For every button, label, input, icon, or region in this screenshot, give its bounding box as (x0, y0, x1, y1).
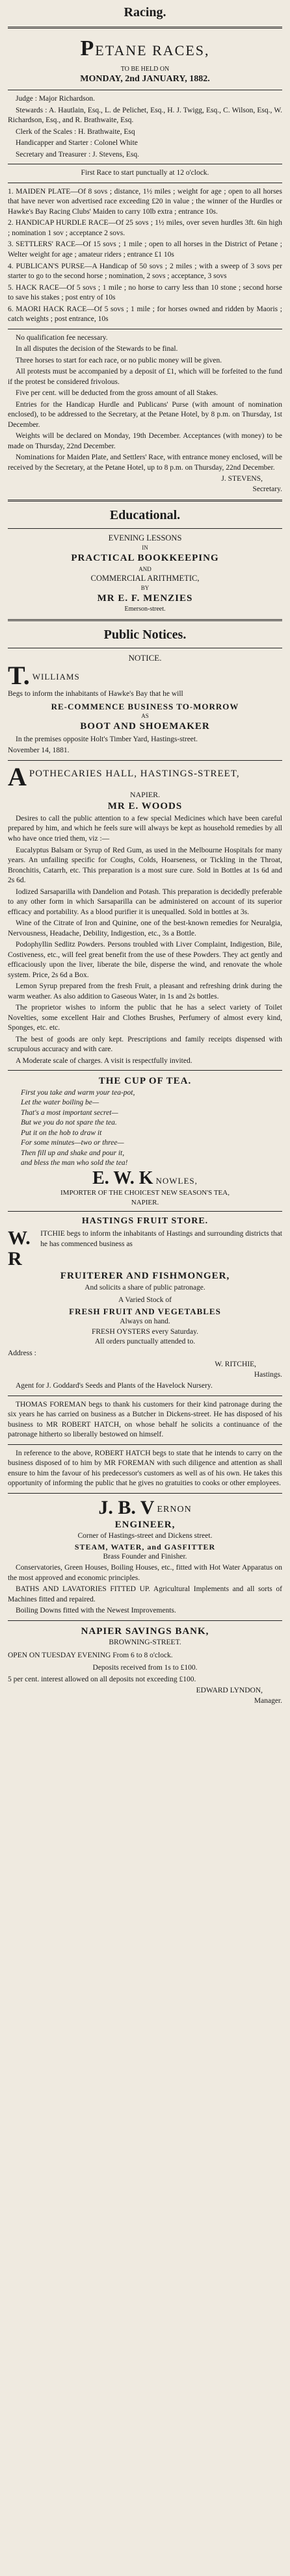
secretary-signature: J. STEVENS, (221, 475, 263, 483)
secretary-title: Secretary. (252, 485, 282, 493)
vernon-brass: Brass Founder and Finisher. (103, 1552, 187, 1561)
vernon-para: BATHS AND LAVATORIES FITTED UP. Agricultural Implements and all sorts of Machines fitted and repaired. (8, 1585, 282, 1603)
vernon-steam: STEAM, WATER, and GASFITTER (74, 1542, 216, 1551)
apothecaries-para: Lemon Syrup prepared from the fresh Fruit, a pleasant and refreshing drink during the warm weather. As also addition to Gaseous Water, in 1s and 2s bottles. (8, 982, 282, 1001)
williams-cap: T. (8, 661, 30, 691)
to-be-held: TO BE HELD ON (120, 65, 170, 73)
apothecaries-para: A Moderate scale of charges. A visit is respectfully invited. (16, 1056, 192, 1065)
ritchie-text: ITCHIE begs to inform the inhabitants of Hastings and surrounding districts that he has commenced business as (40, 1230, 282, 1248)
official-line: Secretary and Treasurer : J. Stevens, Esq. (16, 150, 140, 159)
divider (8, 528, 282, 529)
rule-item: Nominations for Maiden Plate, and Settlers' Race, with entrance money enclosed, will be received by the Secretary, at the Petane Hotel, up to 8 p.m. on Thursday, 22nd December. (8, 453, 282, 472)
teacher-address: Emerson-street. (124, 606, 166, 613)
savings-interest: 5 per cent. interest allowed on all deposits not exceeding £100. (8, 1675, 196, 1683)
williams-date: November 14, 1881. (8, 746, 70, 755)
savings-street: BROWNING-STREET. (109, 1639, 181, 1647)
race-rules (8, 333, 282, 474)
title-cap: P (80, 36, 96, 60)
in-word: IN (142, 544, 148, 552)
apothecaries-para: Iodized Sarsaparilla with Dandelion and Potash. This preparation is decidedly preferable to any other form in which Sarsaparilla can be administered on account of its superior efficacy and portability. As a blood purifier it is unequalled. Sold in bottles at 3s. (8, 887, 282, 916)
stock-orders: All orders punctually attended to. (94, 1338, 196, 1346)
divider (8, 1620, 282, 1621)
divider (8, 1444, 282, 1445)
apothecaries-header (8, 761, 282, 791)
apothecaries-para: Desires to call the public attention to a few special Medicines which have been careful prepared by him, and which he feels sure will always be kept as household remedies by all who have once tried them, viz :— (8, 814, 282, 843)
vernon-address: Corner of Hastings-street and Dickens street. (77, 1532, 213, 1540)
official-line: Clerk of the Scales : H. Brathwaite, Esq (16, 127, 135, 136)
apothecaries-para: Wine of the Citrate of Iron and Quinine, one of the best-known remedies for Neuralgia, Nervousness, Headache, Debility, Indigestion, etc., 3s a Bottle. (8, 919, 282, 937)
petane-races-title (8, 34, 282, 64)
williams-name: WILLIAMS (32, 672, 80, 682)
divider (8, 27, 282, 29)
apothecaries-body (8, 814, 282, 1066)
williams-notice: NOTICE. (128, 652, 162, 663)
williams-header (8, 661, 282, 691)
race-date: MONDAY, 2nd JANUARY, 1882. (80, 74, 210, 84)
stock-fresh: FRESH FRUIT AND VEGETABLES (69, 1306, 221, 1316)
divider (8, 1070, 282, 1071)
apothecaries-para: Podophyllin Sedlitz Powders. Persons troubled with Liver Complaint, Indigestion, Bile, Costiveness, etc., will feel great benefit from the use of these Powders. They act gently and efficaciously upon the liver, liberate the bile, disperse the wind, and renovate the whole system. Price, 2s 6d a Box. (8, 941, 282, 979)
rule-item: No qualification fee necessary. (16, 333, 108, 342)
apothecaries-para: The best of goods are only kept. Prescriptions and family receipts dispensed with scrupulous accuracy and with care. (8, 1035, 282, 1054)
first-race-note: First Race to start punctually at 12 o'clock. (81, 169, 209, 177)
apothecaries-title: POTHECARIES HALL, HASTINGS-STREET, (29, 768, 240, 779)
divider (8, 760, 282, 761)
ritchie-lead (8, 1228, 282, 1269)
savings-deposits: Deposits received from 1s to £100. (92, 1664, 198, 1672)
rule-item: Three horses to start for each race, or no public money will be given. (16, 356, 222, 364)
savings-title: NAPIER SAVINGS BANK, (81, 1626, 209, 1637)
apothecaries-name: MR E. WOODS (107, 800, 183, 811)
knowles-place: NAPIER. (131, 1198, 159, 1206)
savings-open: OPEN ON TUESDAY EVENING From 6 to 8 o'clock. (8, 1651, 173, 1659)
race-item: 4. PUBLICAN'S PURSE—A Handicap of 50 sovs ; 2 miles ; with a sweep of 3 sovs per starter to go to the second horse ; nomination, 2 sovs ; acceptance, 3 sovs (8, 262, 282, 281)
williams-premises: In the premises opposite Holt's Timber Yard, Hastings-street. (16, 735, 198, 743)
ritchie-solicit: And solicits a share of public patronage. (85, 1283, 205, 1292)
poem-line: Then fill up and shake and pour it, (21, 1149, 125, 1157)
poem-line: First you take and warm your tea-pot, (21, 1088, 135, 1097)
fruit-store-title: HASTINGS FRUIT STORE. (81, 1216, 209, 1227)
apothecaries-cap: A (8, 761, 27, 791)
knowles-name: NOWLES, (155, 1175, 198, 1186)
divider (8, 1211, 282, 1212)
stock-always: Always on hand. (120, 1318, 170, 1326)
ritchie-cap: W. R (8, 1227, 31, 1270)
williams-text: Begs to inform the inhabitants of Hawke's Bay that he will (8, 690, 183, 698)
vernon-cap: J. B. V (98, 1496, 155, 1518)
savings-sign-title: Manager. (254, 1696, 282, 1705)
divider (8, 500, 282, 502)
race-item: 1. MAIDEN PLATE—Of 8 sovs ; distance, 1½ miles ; weight for age ; open to all horses that have never won advertised race exceeding £20 in value ; the winner of the Hurdles or Hawke's Bay Racing Clubs' Maiden to carry 10lb extra ; entrance 10s. (8, 187, 282, 216)
ritchie-address-label: Address : (8, 1349, 36, 1357)
apothecaries-para: Eucalyptus Balsam or Syrup of Red Gum, as used in the Melbourne Hospitals for many years. An unfailing specific for Coughs, Colds, Hoarseness, or Tickling in the Throat, Bronchitis, Catarrh, etc. This preparation is a most sure cure. Sold in Bottles at 1s 6d and 2s 6d. (8, 846, 282, 885)
official-line: Judge : Major Richardson. (16, 95, 96, 103)
rule-item: Weights will be declared on Monday, 19th December. Acceptances (with money) to be made on Thursday, 22nd December. (8, 432, 282, 450)
race-item: 6. MAORI HACK RACE—Of 5 sovs ; 1 mile ; for horses owned and ridden by Maoris ; catch weights ; post entrance, 10s (8, 305, 282, 324)
rule-item: Five per cent. will be deducted from the gross amount of all Stakes. (16, 389, 218, 398)
apothecaries-para: The proprietor wishes to inform the public that he has a select variety of Toilet Novelties, some excellent Hair and Clothes Brushes, Perfumery of almost every kind, Sponges, etc. etc. (8, 1004, 282, 1032)
race-list (8, 187, 282, 325)
title-rest: ETANE RACES, (95, 42, 210, 58)
teacher-name: MR E. F. MENZIES (97, 593, 193, 604)
public-notices-heading: Public Notices. (103, 627, 187, 642)
apothecaries-place: NAPIER. (129, 789, 161, 799)
rule-item: All protests must be accompanied by a deposit of £1, which will be forfeited to the fund if the protest be considered frivolous. (8, 368, 282, 386)
race-item: 3. SETTLERS' RACE—Of 15 sovs ; 1 mile ; open to all horses in the District of Petane ; Welter weight for age ; amateur riders ; entrance £1 10s (8, 240, 282, 259)
evening-lessons: EVENING LESSONS (108, 533, 182, 543)
vernon-name: ERNON (157, 1504, 192, 1514)
poem-line: Let the water boiling be— (21, 1099, 99, 1107)
savings-signature: EDWARD LYNDON, (196, 1687, 263, 1695)
ritchie-agent: Agent for J. Goddard's Seeds and Plants of the Havelock Nursery. (16, 1382, 213, 1390)
poem-line: and bless the man who sold the tea! (21, 1159, 128, 1167)
racing-heading: Racing. (124, 5, 166, 19)
knowles-importer: IMPORTER OF THE CHOICEST NEW SEASON'S TEA, (60, 1188, 230, 1197)
poem-line: That's a most important secret— (21, 1108, 118, 1117)
stock-head: A Varied Stock of (118, 1296, 172, 1305)
commercial-arithmetic: COMMERCIAL ARITHMETIC, (90, 573, 200, 583)
stock-oysters: FRESH OYSTERS every Saturday. (91, 1327, 199, 1336)
hatch-para: In reference to the above, ROBERT HATCH begs to state that he intends to carry on the business disposed of to him by MR FOREMAN with such diligence and attention as shall ensure to him the favour of his predecessor's customers as well as of his own. He takes this opportunity of informing the public that he gives no gratuities to cooks or other employees. (8, 1449, 282, 1488)
tea-title: THE CUP OF TEA. (98, 1076, 192, 1087)
ritchie-trade: FRUITERER AND FISHMONGER, (60, 1271, 230, 1282)
rule-item: In all disputes the decision of the Stewards to be final. (16, 345, 178, 353)
poem-line: For some minutes—two or three— (21, 1139, 124, 1147)
ritchie-signature: W. RITCHIE, (215, 1360, 256, 1369)
race-officials (8, 94, 282, 160)
vernon-para: Boiling Downs fitted with the Newest Improvements. (16, 1607, 176, 1615)
williams-trade: BOOT AND SHOEMAKER (80, 721, 210, 732)
divider (8, 619, 282, 621)
official-line: Stewards : A. Hautlain, Esq., L. de Pelichet, Esq., H. J. Twigg, Esq., C. Wilson, Esq., W. Richardson, Esq., and R. Brathwaite, Esq. (8, 106, 282, 125)
knowles-header (8, 1169, 282, 1188)
williams-as: AS (141, 713, 149, 720)
poem-line: But we you do not spare the tea. (21, 1119, 117, 1127)
divider (8, 1493, 282, 1494)
practical-bookkeeping: PRACTICAL BOOKKEEPING (71, 553, 219, 564)
ritchie-sign-place: Hastings. (254, 1370, 282, 1379)
foreman-para: THOMAS FOREMAN begs to thank his customers for their kind patronage during the six years he has carried on business as a Butcher in Dickens-street. He has disposed of his business to MR ROBERT HATCH, on whose behalf he solicits a continuance of the patronage hitherto so liberally bestowed on himself. (8, 1400, 282, 1439)
vernon-header (8, 1498, 282, 1518)
race-item: 2. HANDICAP HURDLE RACE—Of 25 sovs ; 1½ miles, over seven hurdles 3ft. 6in high ; nomination 1 sov ; acceptance 2 sovs. (8, 219, 282, 237)
knowles-cap: E. W. K (92, 1167, 153, 1188)
race-item: 5. HACK RACE—Of 5 sovs ; 1 mile ; no horse to carry less than 10 stone ; second horse to save his stakes ; post entry of 10s (8, 283, 282, 302)
and-word: AND (138, 565, 152, 572)
educational-heading: Educational. (109, 508, 181, 523)
poem-line: Put it on the hob to draw it (21, 1129, 102, 1137)
by-word: BY (140, 584, 150, 591)
rule-item: Entries for the Handicap Hurdle and Publicans' Purse (with amount of nomination enclosed), to be addressed to the Secretary, at the Petane Hotel, by 8 p.m. on Thursday, 1st December. (8, 400, 282, 429)
williams-recommence: RE-COMMENCE BUSINESS TO-MORROW (51, 701, 239, 711)
vernon-para: Conservatories, Green Houses, Boiling Houses, etc., fitted with Hot Water Apparatus on the most approved and economic principles. (8, 1564, 282, 1582)
vernon-title: ENGINEER, (114, 1519, 176, 1530)
official-line: Handicapper and Starter : Colonel White (16, 139, 138, 147)
tea-poem (8, 1088, 282, 1169)
